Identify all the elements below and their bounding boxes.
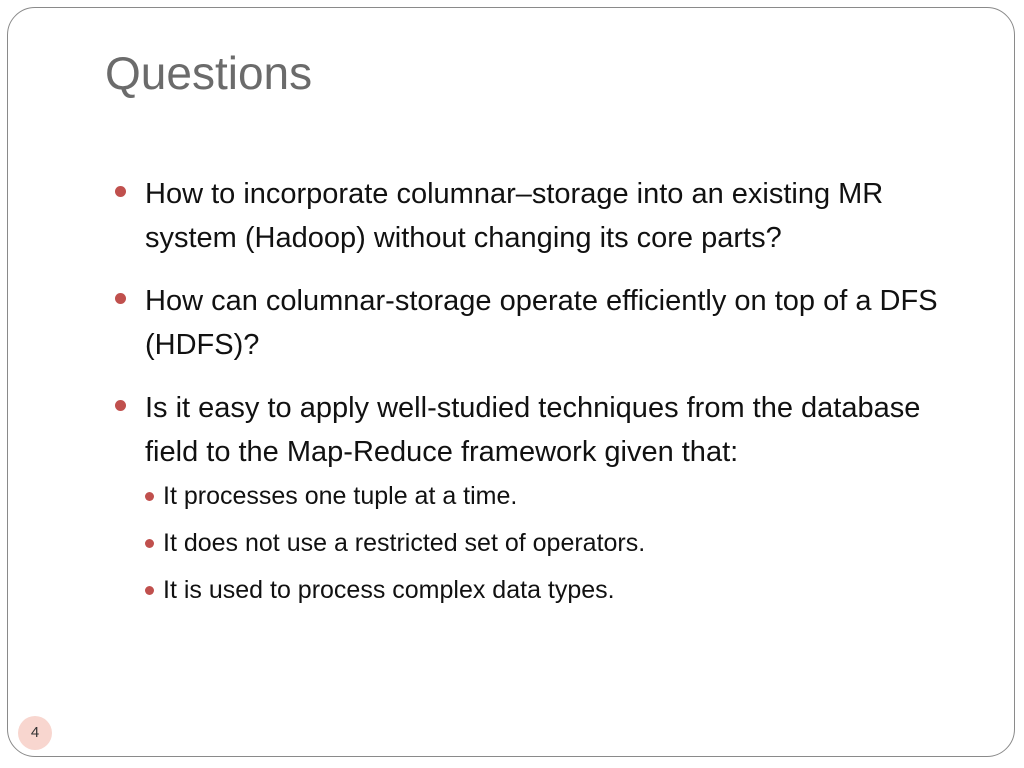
sub-bullet-dot-icon xyxy=(145,586,154,595)
sub-bullet-list xyxy=(115,474,975,613)
sub-bullet-text: It is used to process complex data types. xyxy=(163,576,615,604)
bullet-text: How to incorporate columnar–storage into an existing MR system (Hadoop) without changing its core parts? xyxy=(145,178,884,254)
sub-bullet-item xyxy=(145,521,975,566)
bullet-item xyxy=(115,386,975,474)
slide-title: Questions xyxy=(105,47,313,99)
bullet-dot-icon xyxy=(115,293,126,304)
slide-content xyxy=(115,172,975,615)
sub-bullet-item xyxy=(145,474,975,519)
bullet-text: Is it easy to apply well-studied techniques from the database field to the Map-Reduce framework given that: xyxy=(145,392,921,468)
sub-bullet-text: It processes one tuple at a time. xyxy=(163,482,518,510)
bullet-item xyxy=(115,279,975,367)
page-number-badge: 4 xyxy=(18,716,52,750)
bullet-text: How can columnar-storage operate efficiently on top of a DFS (HDFS)? xyxy=(145,285,938,361)
sub-bullet-text: It does not use a restricted set of operators. xyxy=(163,529,646,557)
bullet-item xyxy=(115,172,975,260)
sub-bullet-dot-icon xyxy=(145,539,154,548)
sub-bullet-dot-icon xyxy=(145,492,154,501)
bullet-dot-icon xyxy=(115,400,126,411)
sub-bullet-item xyxy=(145,568,975,613)
bullet-dot-icon xyxy=(115,186,126,197)
